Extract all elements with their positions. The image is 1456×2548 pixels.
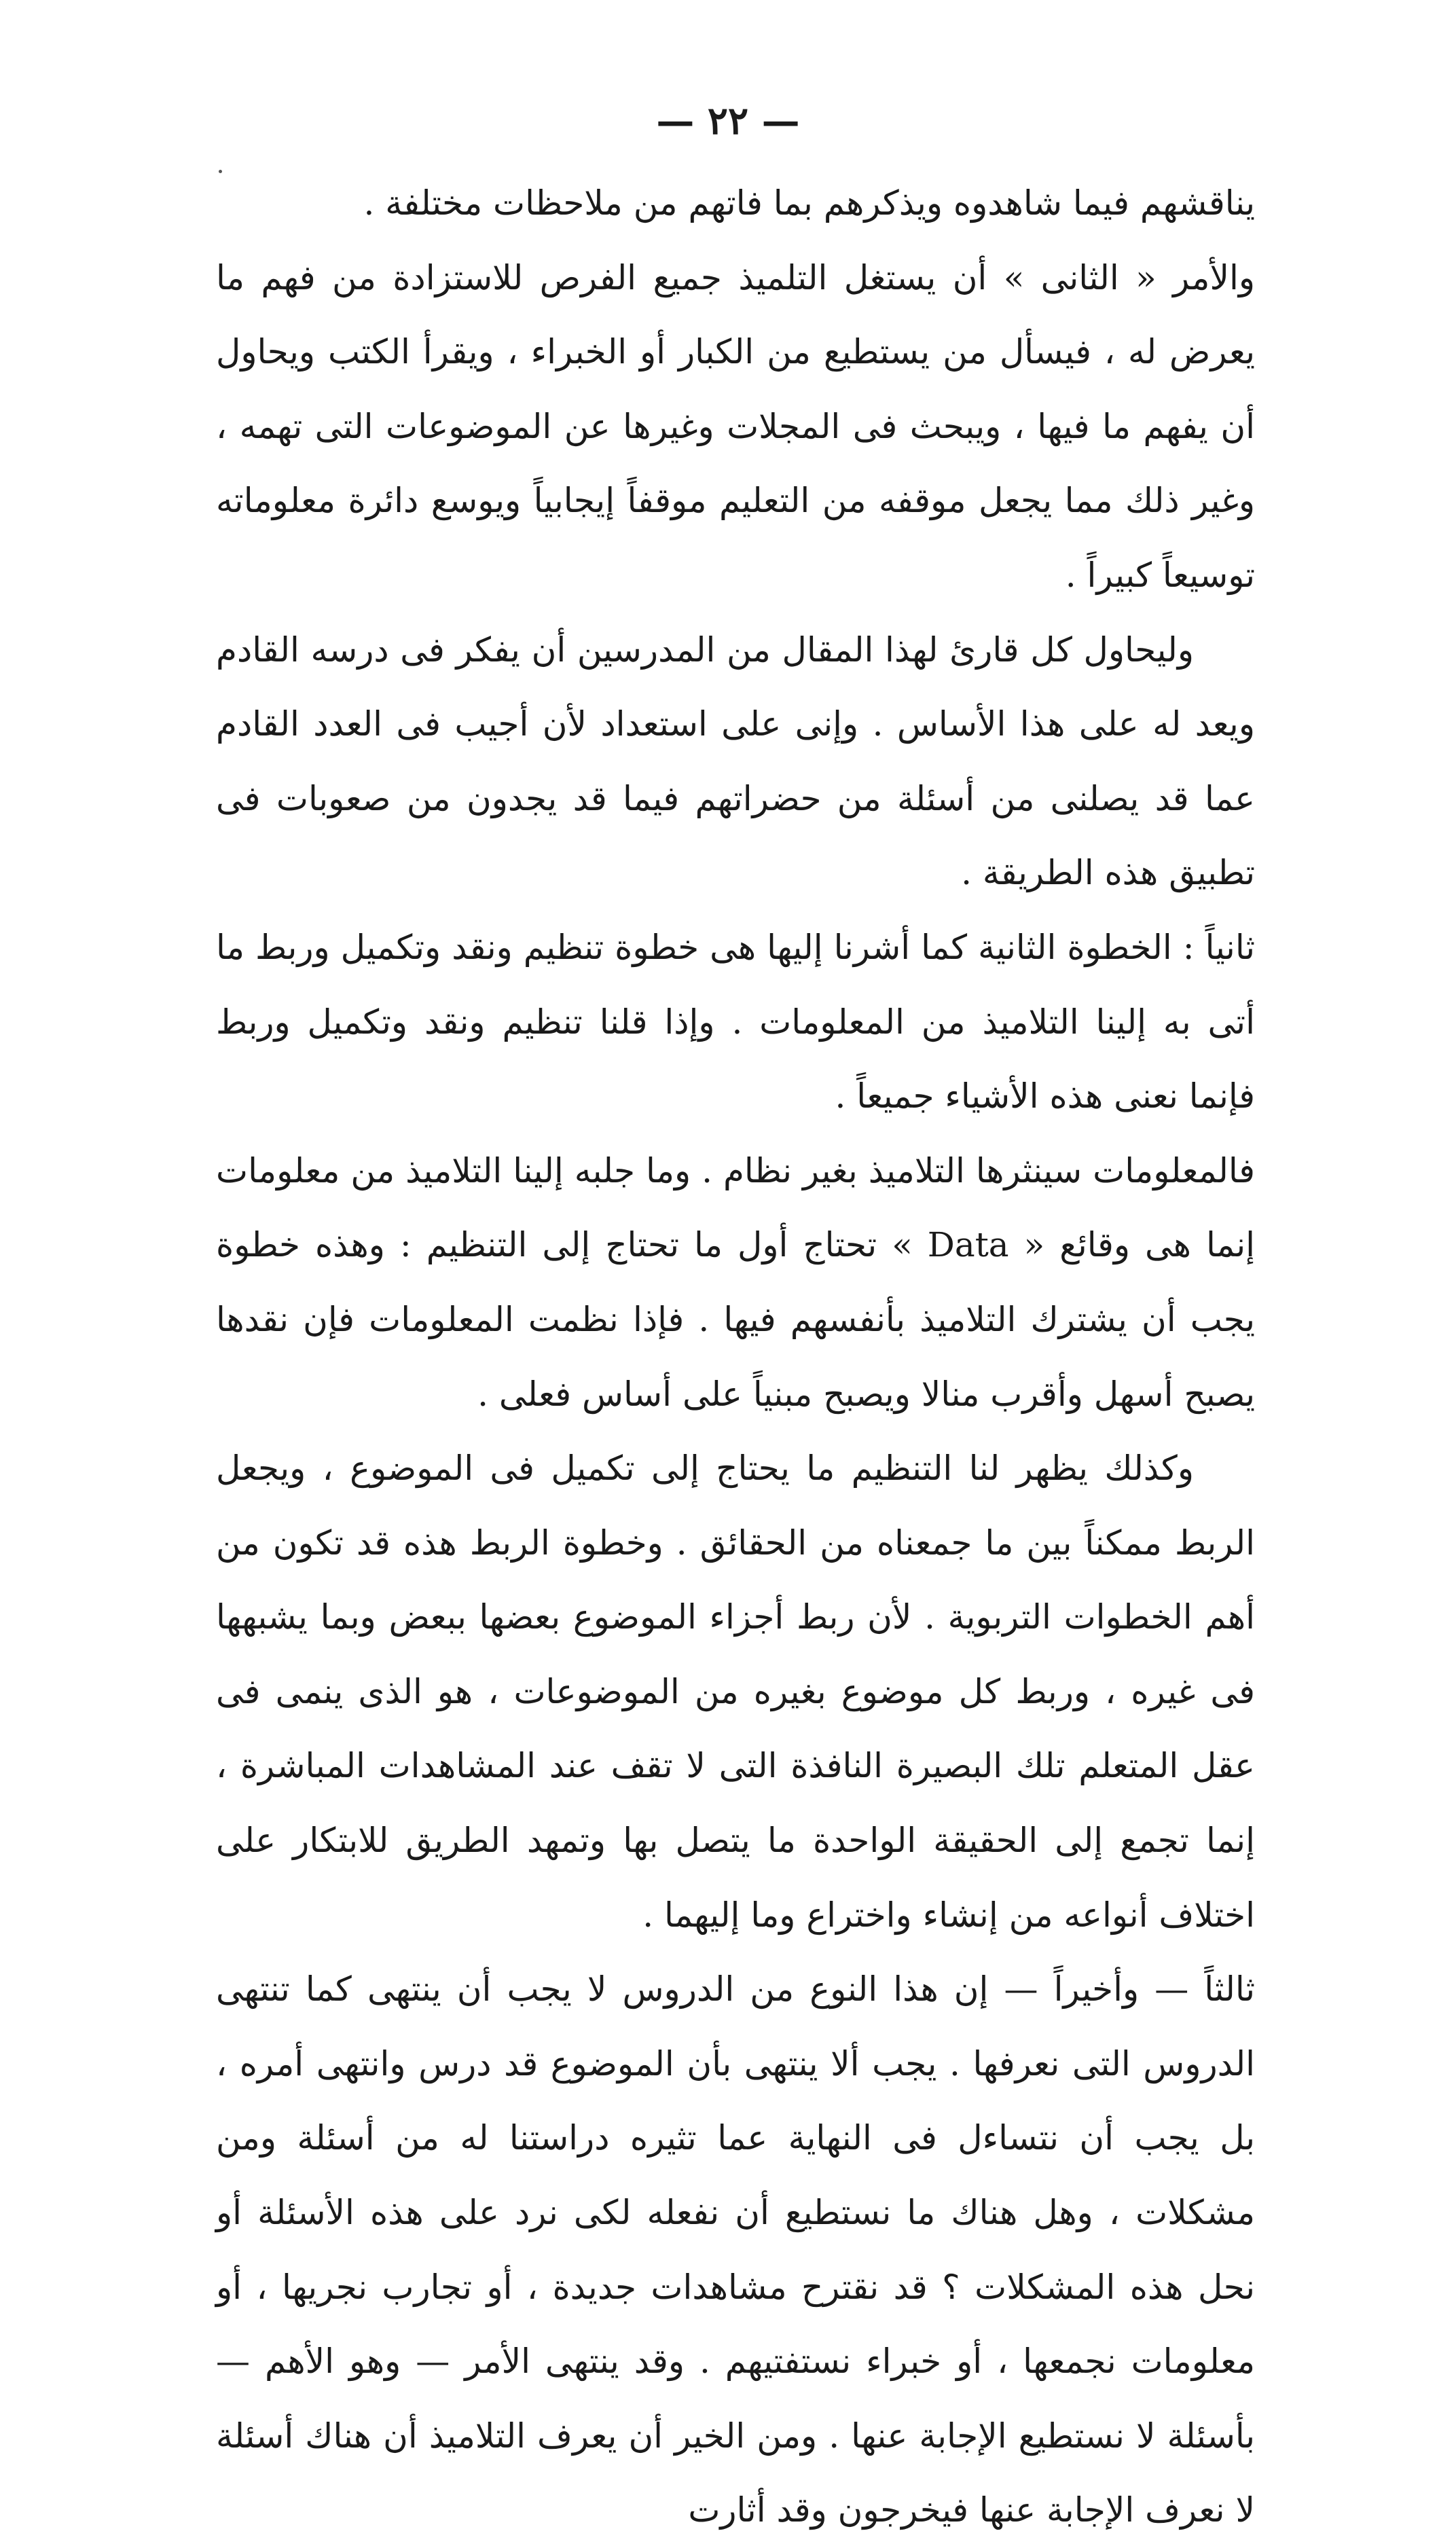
paragraph-1: يناقشهم فيما شاهدوه ويذكرهم بما فاتهم من ملاحظات مختلفة . [363,183,1255,223]
paragraph-5: فالمعلومات سينثرها التلاميذ بغير نظام . وما جلبه إلينا التلاميذ من معلومات إنما هى وقائع « Data » تحتاج أول ما تحتاج إلى التنظيم : وهذه خطوة يجب أن يشترك التلاميذ بأنفسهم فيها . فإذا نظمت المعلومات فإن نقدها يصبح أسهل وأقرب منالا ويصبح مبنياً على أساس فعلى . [216,1150,1256,1414]
paragraph-6: وكذلك يظهر لنا التنظيم ما يحتاج إلى تكميل فى الموضوع ، ويجعل الربط ممكناً بين ما جمعناه من الحقائق . وخطوة الربط هذه قد تكون من أهم الخطوات التربوية . لأن ربط أجزاء الموضوع بعضها ببعض وبما يشبهها فى غيره ، وربط كل موضوع بغيره من الموضوعات ، هو الذى ينمى فى عقل المتعلم تلك البصيرة النافذة التى لا تقف عند المشاهدات المباشرة ، إنما تجمع إلى الحقيقة الواحدة ما يتصل بها وتمهد الطريق للابتكار على اختلاف أنواعه من إنشاء واختراع وما إليهما . [216,1449,1255,1935]
paragraph-2: والأمر « الثانى » أن يستغل التلميذ جميع الفرص للاستزادة من فهم ما يعرض له ، فيسأل من يستطيع من الكبار أو الخبراء ، ويقرأ الكتب ويحاول أن يفهم ما فيها ، ويبحث فى المجلات وغيرها عن الموضوعات التى تهمه ، وغير ذلك مما يجعل موقفه من التعليم موقفاً إيجابياً ويوسع دائرة معلوماته توسيعاً كبيراً . [216,257,1255,595]
paragraph-4: ثانياً : الخطوة الثانية كما أشرنا إليها هى خطوة تنظيم ونقد وتكميل وربط ما أتى به إلينا التلاميذ من المعلومات . وإذا قلنا تنظيم ونقد وتكميل وربط فإنما نعنى هذه الأشياء جميعاً . [216,927,1255,1116]
page-number: — ٢٢ — [656,98,800,143]
paragraph-3: وليحاول كل قارئ لهذا المقال من المدرسين أن يفكر فى درسه القادم ويعد له على هذا الأساس . وإنى على استعداد لأن أجيب فى العدد القادم عما قد يصلنى من أسئلة من حضراتهم فيما قد يجدون من صعوبات فى تطبيق هذه الطريقة . [216,630,1255,893]
page-text [216,166,1255,2548]
paragraph-7: ثالثاً — وأخيراً — إن هذا النوع من الدروس لا يجب أن ينتهى كما تنتهى الدروس التى نعرفها . يجب ألا ينتهى بأن الموضوع قد درس وانتهى أمره ، بل يجب أن نتساءل فى النهاية عما تثيره دراستنا له من أسئلة ومن مشكلات ، وهل هناك ما نستطيع أن نفعله لكى نرد على هذه الأسئلة أو نحل هذه المشكلات ؟ قد نقترح مشاهدات جديدة ، أو تجارب نجريها ، أو معلومات نجمعها ، أو خبراء نستفتيهم . وقد ينتهى الأمر — وهو الأهم — بأسئلة لا نستطيع الإجابة عنها . ومن الخير أن يعرف التلاميذ أن هناك أسئلة لا نعرف الإجابة عنها فيخرجون وقد أثارت [216,1969,1255,2530]
